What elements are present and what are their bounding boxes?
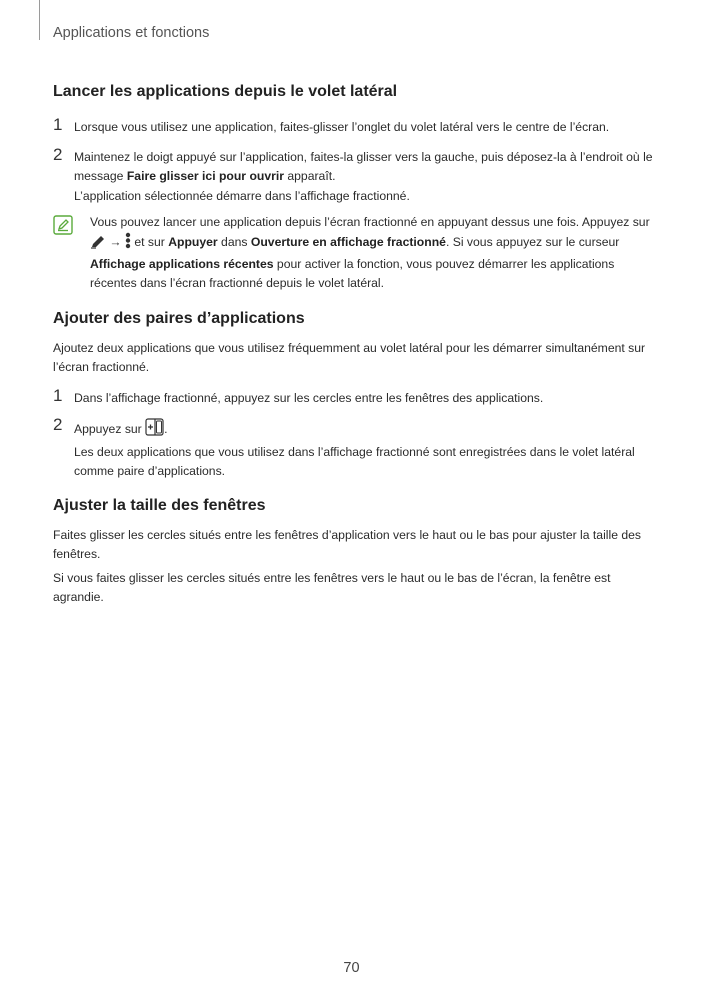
section-title-resize: Ajuster la taille des fenêtres — [53, 497, 266, 514]
message-label: Faire glisser ici pour ouvrir — [126, 169, 284, 183]
running-header: Applications et fonctions — [53, 25, 210, 41]
step-number: 2 — [53, 415, 63, 434]
step-number: 2 — [53, 145, 63, 164]
note-pencil-icon — [53, 215, 73, 241]
page-number: 70 — [343, 960, 360, 976]
section-title-app-pairs: Ajouter des paires d’applications — [53, 310, 305, 327]
note-text: Vous pouvez lancer une application depuis l’écran fractionné en appuyant dessus une fois. Appuyez sur → et sur Appuyer dans Ouverture en affichage fractionné. Si vous appuyez sur le curseur Affichage applications récentes pour activer la fonction, vous pouvez démarrer les applications récentes dans l’écran fractionné depuis le volet latéral. — [90, 215, 650, 290]
paragraph-resize-2: Si vous faites glisser les cercles situés entre les fenêtres vers le haut ou le bas de l’écran, la fenêtre est agrandie. — [53, 571, 611, 604]
step-2-launch — [53, 145, 653, 206]
paragraph-resize-1: Faites glisser les cercles situés entre les fenêtres d’application vers le haut ou le bas pour ajuster la taille des fenêtres. — [53, 528, 642, 561]
add-app-pair-icon — [145, 418, 164, 442]
section-intro: Ajoutez deux applications que vous utilisez fréquemment au volet latéral pour les démarrer simultanément sur l’écran fractionné. — [53, 341, 646, 374]
step-result: Les deux applications que vous utilisez dans l’affichage fractionné sont enregistrées dans le volet latéral comme paire d’applications. — [74, 445, 635, 478]
pencil-icon — [90, 234, 106, 255]
section-title-launch: Lancer les applications depuis le volet latéral — [53, 83, 398, 100]
step-text: Lorsque vous utilisez une application, faites-glisser l’onglet du volet latéral vers le centre de l’écran. — [74, 120, 610, 134]
step-text: Maintenez le doigt appuyé sur l’application, faites-la glisser vers la gauche, puis déposez-la à l’endroit où le message Faire glisser ici pour ouvrir apparaît. L’application sélectionnée démarre dans l’affichage fractionné. — [74, 148, 653, 206]
step-2-pairs — [53, 415, 653, 481]
step-1-launch — [53, 115, 653, 137]
header-margin-line — [39, 0, 40, 40]
note-box — [53, 213, 653, 293]
step-number: 1 — [53, 386, 63, 405]
step-number: 1 — [53, 115, 63, 134]
step-result: L’application sélectionnée démarre dans l’affichage fractionné. — [74, 189, 410, 203]
step-1-pairs — [53, 386, 653, 408]
step-text: Dans l’affichage fractionné, appuyez sur les cercles entre les fenêtres des applications. — [74, 391, 544, 405]
step-text: Appuyez sur . Les deux applications que vous utilisez dans l’affichage fractionné sont enregistrées dans le volet latéral comme paire d’applications. — [74, 418, 653, 481]
